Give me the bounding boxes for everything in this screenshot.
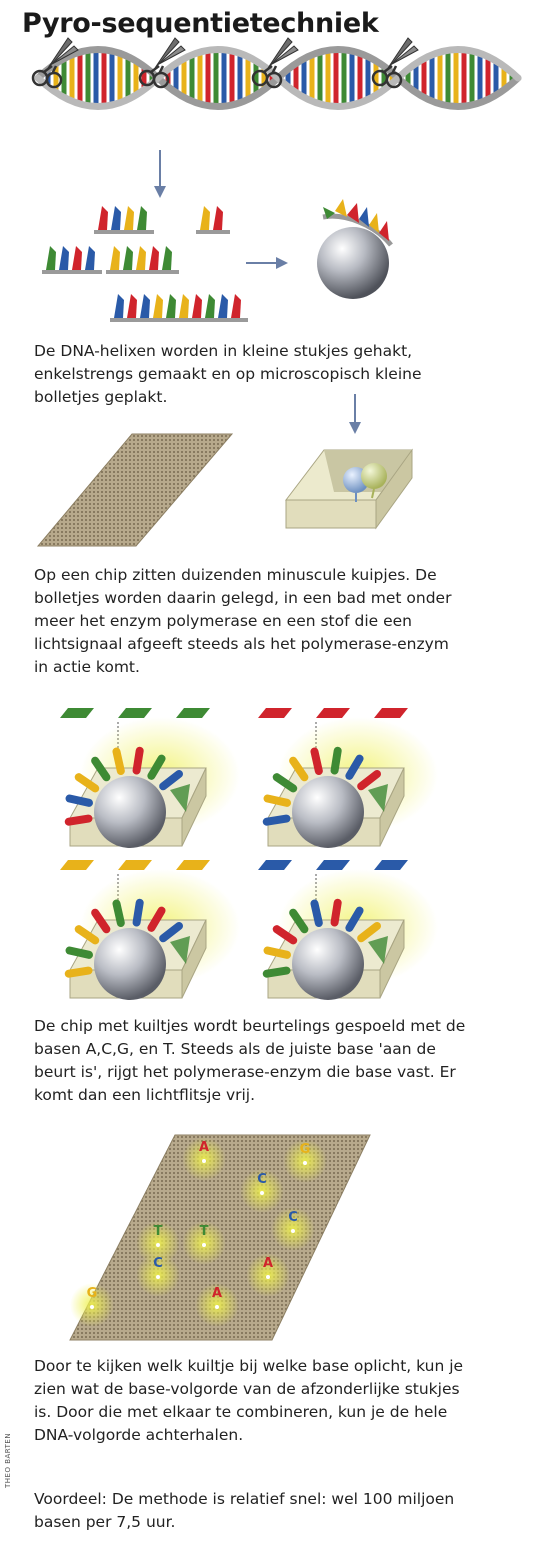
page-title: Pyro-sequentietechniek <box>22 8 379 39</box>
step4-caption: Door te kijken welk kuiltje bij welke base oplicht, kun je zien wat de base-volgorde van de afzonderlijke stukjes is. Door die met elkaar te combineren, kun je de hele DNA-volgorde achterhalen. <box>34 1357 464 1444</box>
attached-base <box>314 903 318 923</box>
free-base <box>374 860 408 870</box>
fragment-base <box>205 294 215 318</box>
sequencing-well <box>60 860 240 1000</box>
signal-dot <box>215 1305 219 1309</box>
attached-base <box>267 819 287 822</box>
free-base <box>118 860 152 870</box>
fragment-base <box>192 294 202 318</box>
attached-base <box>69 798 89 802</box>
bead-with-strand-illustration <box>305 195 415 315</box>
attached-base <box>116 903 120 923</box>
bead-green <box>361 463 387 489</box>
well-with-beads-illustration <box>284 430 424 540</box>
free-base <box>176 860 210 870</box>
fragment-base <box>127 294 137 318</box>
fragment-base <box>149 246 159 270</box>
bead <box>317 227 389 299</box>
free-base <box>316 860 350 870</box>
conclusion: Voordeel: De methode is relatief snel: wel 100 miljoen basen per 7,5 uur. <box>34 1490 455 1531</box>
fragment-base <box>110 246 120 270</box>
fragment-base <box>137 206 147 230</box>
signal-dot <box>303 1161 307 1165</box>
fragment-base <box>153 294 163 318</box>
sequencing-well <box>60 708 240 848</box>
bead <box>94 776 166 848</box>
attached-base <box>267 798 287 802</box>
fragment-base <box>124 206 134 230</box>
signal-base-label: A <box>211 1286 223 1301</box>
signal-dot <box>156 1275 160 1279</box>
fragment-backbone <box>94 230 154 234</box>
signal-base-label: C <box>257 1172 267 1187</box>
fragment-base <box>85 246 95 270</box>
signal-base-label: G <box>299 1142 311 1157</box>
arrow-right-icon <box>246 253 296 273</box>
chip-illustration <box>36 430 236 550</box>
free-base <box>258 708 292 718</box>
fragment-base <box>162 246 172 270</box>
signal-base-label: A <box>198 1140 210 1155</box>
dna-helix-illustration <box>0 40 538 200</box>
free-base <box>60 860 94 870</box>
attached-base <box>69 819 89 822</box>
free-base <box>258 860 292 870</box>
free-base <box>60 708 94 718</box>
attached-base <box>267 971 287 974</box>
free-base <box>374 708 408 718</box>
fragment-base <box>218 294 228 318</box>
step1-caption: De DNA-helixen worden in kleine stukjes gehakt, enkelstrengs gemaakt en op microscopisch kleine bolletjes geplakt. <box>34 342 422 406</box>
fragment-base <box>213 206 223 230</box>
signal-dot <box>90 1305 94 1309</box>
bead <box>292 776 364 848</box>
bead <box>292 928 364 1000</box>
fragment-base <box>200 206 210 230</box>
attached-base <box>116 751 120 771</box>
signal-base-label: G <box>86 1286 98 1301</box>
signal-dot <box>156 1243 160 1247</box>
fragment-base <box>114 294 124 318</box>
attached-base <box>314 751 318 771</box>
signal-dot <box>202 1243 206 1247</box>
sequencing-well <box>258 860 438 1000</box>
attached-base <box>137 751 140 771</box>
attached-base <box>335 751 338 771</box>
signal-base-label: C <box>153 1256 163 1271</box>
fragment-base <box>179 294 189 318</box>
signal-dot <box>260 1191 264 1195</box>
free-base <box>316 708 350 718</box>
step3-caption: De chip met kuiltjes wordt beurtelings gespoeld met de basen A,C,G, en T. Steeds als de juiste base 'aan de beurt is', rijgt het polymerase-enzym die base vast. Er komt dan een lichtflitsje vrij. <box>34 1017 466 1104</box>
sequencing-well <box>258 708 438 848</box>
fragment-base <box>231 294 241 318</box>
fragment-base <box>136 246 146 270</box>
fragment-backbone <box>106 270 179 274</box>
fragment-backbone <box>196 230 230 234</box>
fragment-base <box>123 246 133 270</box>
fragment-base <box>59 246 69 270</box>
attached-base <box>69 971 89 974</box>
signal-dot <box>291 1229 295 1233</box>
signal-base-label: A <box>262 1256 274 1271</box>
bead <box>94 928 166 1000</box>
chip-signals-illustration <box>0 1115 538 1345</box>
attached-base <box>335 903 338 923</box>
signal-base-label: T <box>153 1224 163 1239</box>
signal-dot <box>202 1159 206 1163</box>
fragment-base <box>98 206 108 230</box>
attached-base <box>267 950 287 954</box>
signal-dot <box>266 1275 270 1279</box>
fragment-backbone <box>110 318 248 322</box>
attached-base <box>69 950 89 954</box>
fragment-base <box>46 246 56 270</box>
fragment-backbone <box>42 270 102 274</box>
fragment-base <box>166 294 176 318</box>
fragment-base <box>111 206 121 230</box>
fragment-base <box>140 294 150 318</box>
free-base <box>118 708 152 718</box>
signal-base-label: T <box>199 1224 209 1239</box>
free-base <box>176 708 210 718</box>
base-wash-illustration <box>0 700 538 1010</box>
credit: THEO BARTEN <box>4 1432 12 1488</box>
step2-caption: Op een chip zitten duizenden minuscule kuipjes. De bolletjes worden daarin gelegd, in een bad met onder meer het enzym polymerase en een stof die een lichtsignaal afgeeft steeds als het polymerase-enzym in actie komt. <box>34 566 452 676</box>
signal-base-label: C <box>288 1210 298 1225</box>
attached-base <box>137 903 140 923</box>
fragment-base <box>72 246 82 270</box>
